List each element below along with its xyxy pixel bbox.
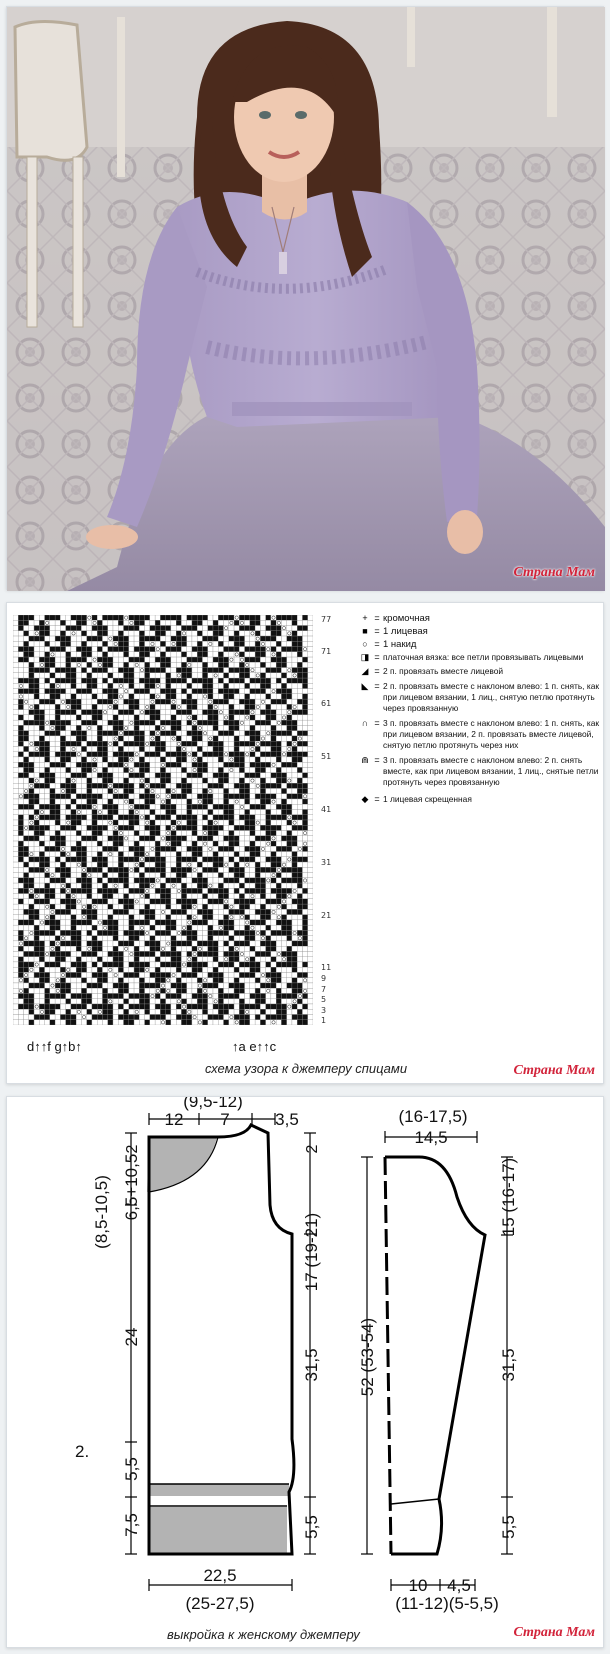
half-square-icon: ◨ <box>360 652 370 662</box>
legend-item <box>359 681 599 714</box>
row-number: 3 <box>321 1005 327 1015</box>
front-right-top: 2 <box>304 1144 321 1154</box>
legend-text: 3 п. провязать вместе с наклоном влево: 1 п. снять, как при лицевом вязании, 2 п. провязать вместе лицевой, снятую петлю протянуть через них <box>383 718 600 750</box>
double-arch-icon: ⋒ <box>361 755 369 765</box>
sleeve-top-sizes: (16-17,5) <box>398 1107 468 1126</box>
legend-item <box>359 652 599 663</box>
sleeve-right-bottom: 5,5 <box>499 1515 518 1539</box>
sleeve-right-upper: 15 (16-17) <box>499 1157 518 1237</box>
equals-sign: = <box>374 755 380 765</box>
equals-sign: = <box>374 666 380 676</box>
legend-text: 1 лицевая скрещенная <box>383 794 472 804</box>
model-photo <box>6 6 604 590</box>
row-number: 77 <box>321 615 332 624</box>
row-number: 11 <box>321 963 332 973</box>
row-number: 41 <box>321 805 332 815</box>
sleeve-bottom-right: 4,5 <box>447 1576 471 1595</box>
plus-icon: + <box>362 613 368 623</box>
equals-sign: = <box>374 681 380 691</box>
front-top-right: 3,5 <box>275 1110 299 1129</box>
legend-item <box>359 755 599 788</box>
diamond-icon: ◆ <box>361 794 369 804</box>
sleeve-bottom-left: 10 <box>408 1576 428 1595</box>
row-number: 71 <box>321 646 332 656</box>
row-number: 51 <box>321 752 332 762</box>
chart-legend <box>359 613 599 807</box>
circle-icon: ○ <box>362 639 368 649</box>
woman-in-lilac-sweater-image <box>7 7 605 591</box>
front-left-outer: (8,5-10,5) <box>92 1175 111 1249</box>
watermark: Страна Мам <box>513 565 595 580</box>
front-bottom-width: 22,5 <box>203 1566 237 1585</box>
equals-sign: = <box>374 613 380 623</box>
watermark: Страна Мам <box>513 1625 595 1640</box>
sewing-pattern-panel <box>6 1096 604 1648</box>
front-right-mid: 31,5 <box>302 1348 321 1382</box>
sleeve-right-mid: 31,5 <box>499 1348 518 1382</box>
legend-text: кромочная <box>383 613 430 624</box>
equals-sign: = <box>374 626 380 636</box>
front-bottom-sizes: (25-27,5) <box>185 1594 255 1613</box>
row-number: 61 <box>321 699 332 709</box>
legend-text: 2 п. провязать вместе с наклоном влево: 1 п. снять, как при лицевом вязании, 1 лиц., снятую петлю протянуть через провязанную <box>383 681 600 713</box>
legend-text: платочная вязка: все петли провязывать лицевыми <box>383 652 584 662</box>
front-left-low: 5,5 <box>122 1457 141 1481</box>
row-number: 9 <box>321 974 327 984</box>
front-left-upper: 6,5+10,5 <box>122 1153 141 1221</box>
row-number: 21 <box>321 910 332 920</box>
legend-item <box>359 626 599 637</box>
equals-sign: = <box>374 639 380 649</box>
sleeve-piece <box>385 1157 485 1554</box>
front-left-bottom: 7,5 <box>122 1513 141 1537</box>
right-triangle-icon: ◢ <box>361 666 369 676</box>
row-number: 31 <box>321 857 332 867</box>
left-triangle-icon: ◣ <box>361 681 369 691</box>
pattern-number: 2. <box>75 1442 90 1461</box>
equals-sign: = <box>374 652 380 662</box>
chart-caption: схема узора к джемперу спицами <box>204 1061 408 1076</box>
legend-item <box>359 666 599 677</box>
front-left-mid: 24 <box>122 1327 141 1347</box>
legend-item <box>359 794 599 805</box>
legend-text: 3 п. провязать вместе с наклоном влево: 2 п. снять вместе, как при лицевом вязании, 1 лиц., снятые петли протянуть через провязанную <box>383 755 599 787</box>
legend-item <box>359 639 599 650</box>
sleeve-left-total: 52 (53-54) <box>358 1317 377 1397</box>
equals-sign: = <box>374 794 380 804</box>
legend-text: 1 накид <box>383 639 417 650</box>
equals-sign: = <box>374 718 380 728</box>
row-number: 5 <box>321 995 327 1005</box>
front-left-top: 2 <box>124 1144 141 1154</box>
knitting-chart-grid <box>13 615 313 1030</box>
front-right-upper: 17 (19-21) <box>302 1212 321 1292</box>
black-square-icon: ■ <box>362 626 368 636</box>
pattern-caption: выкройка к женскому джемперу <box>167 1627 360 1642</box>
legend-text: 2 п. провязать вместе лицевой <box>383 666 504 676</box>
front-right-bottom: 5,5 <box>302 1515 321 1539</box>
sleeve-top-width: 14,5 <box>414 1128 448 1147</box>
front-piece <box>147 1125 294 1554</box>
watermark: Страна Мам <box>513 1063 595 1078</box>
front-top-mid: 7 <box>220 1110 230 1129</box>
knitting-chart-panel <box>6 602 604 1084</box>
arch-icon: ∩ <box>361 718 369 728</box>
legend-item <box>359 718 599 751</box>
stitch-markers-left: d↑↑f g↑b↑ <box>27 1039 82 1054</box>
pattern-diagram <box>7 1097 605 1649</box>
front-top-left: 12 <box>164 1110 184 1129</box>
legend-item <box>359 613 599 624</box>
front-top-sizes: (9,5-12) <box>183 1097 243 1111</box>
row-number: 7 <box>321 984 327 994</box>
row-number: 1 <box>321 1016 327 1026</box>
legend-text: 1 лицевая <box>383 626 428 637</box>
stitch-markers-right: ↑a e↑↑c <box>232 1039 277 1054</box>
sleeve-bottom-sizes: (11-12)(5-5,5) <box>395 1594 499 1613</box>
